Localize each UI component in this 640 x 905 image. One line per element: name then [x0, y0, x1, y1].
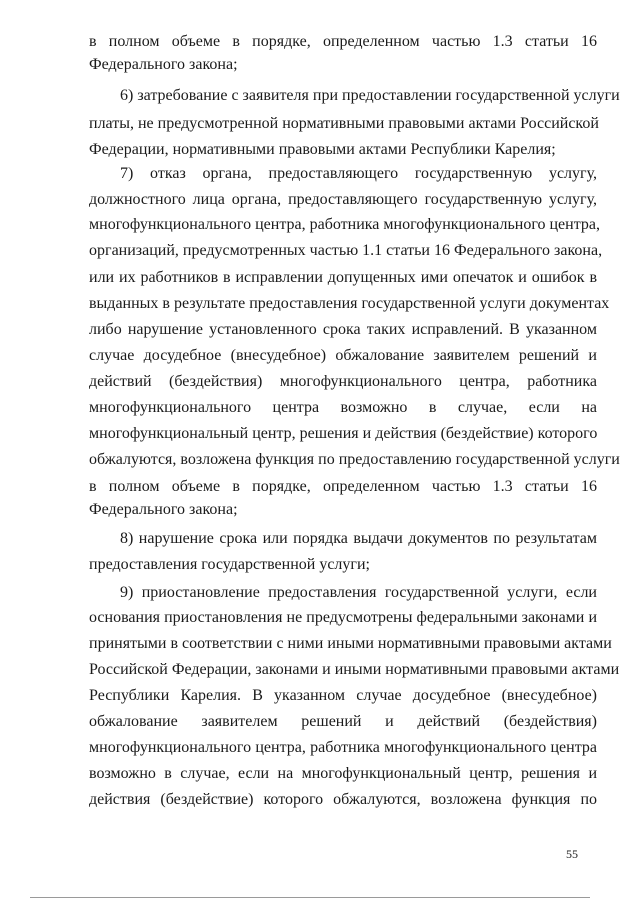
text-line: должностного лица органа, предоставляющего государственную услугу,: [89, 191, 597, 208]
text-line: либо нарушение установленного срока таких исправлений. В указанном: [89, 321, 597, 338]
text-line: принятыми в соответствии с ними иными нормативными правовыми актами: [89, 635, 612, 652]
text-line: 8) нарушение срока или порядка выдачи документов по результатам: [120, 530, 597, 547]
text-line: основания приостановления не предусмотрены федеральными законами и: [89, 609, 597, 626]
text-line: Республики Карелия. В указанном случае досудебное (внесудебное): [89, 687, 597, 704]
text-line: многофункционального центра возможно в случае, если на: [89, 399, 597, 416]
text-line: обжалуются, возложена функция по предоставлению государственной услуги: [89, 451, 620, 468]
text-line: действия (бездействие) которого обжалуются, возложена функция по: [89, 791, 597, 808]
text-line: многофункционального центра, работника многофункционального центра,: [89, 216, 600, 233]
text-line: в полном объеме в порядке, определенном частью 1.3 статьи 16: [89, 478, 597, 495]
text-line: 9) приостановление предоставления государственной услуги, если: [120, 584, 597, 601]
text-line: платы, не предусмотренной нормативными правовыми актами Российской: [89, 115, 599, 132]
text-line: Российской Федерации, законами и иными нормативными правовыми актами: [89, 661, 620, 678]
scan-edge-divider: [30, 897, 590, 898]
text-line: в полном объеме в порядке, определенном частью 1.3 статьи 16: [89, 33, 597, 50]
text-line: действий (бездействия) многофункционального центра, работника: [89, 373, 597, 390]
text-line: 6) затребование с заявителя при предоставлении государственной услуги: [120, 87, 620, 104]
text-line: обжалование заявителем решений и действий (бездействия): [89, 713, 597, 730]
text-line: выданных в результате предоставления государственной услуги документах: [89, 295, 610, 312]
text-line: предоставления государственной услуги;: [89, 556, 370, 573]
text-line: случае досудебное (внесудебное) обжалование заявителем решений и: [89, 347, 597, 364]
page-number: 55: [566, 847, 578, 861]
text-line: многофункциональный центр, решения и действия (бездействие) которого: [89, 425, 598, 442]
text-line: Федерального закона;: [89, 501, 238, 518]
text-line: возможно в случае, если на многофункциональный центр, решения и: [89, 765, 597, 782]
text-line: многофункционального центра, работника многофункционального центра: [89, 739, 597, 756]
text-line: 7) отказ органа, предоставляющего государственную услугу,: [120, 165, 597, 182]
text-line: Федерации, нормативными правовыми актами Республики Карелия;: [89, 141, 556, 158]
text-line: или их работников в исправлении допущенных ими опечаток и ошибок в: [89, 269, 597, 286]
text-line: Федерального закона;: [89, 56, 238, 73]
text-line: организаций, предусмотренных частью 1.1 статьи 16 Федерального закона,: [89, 242, 603, 259]
